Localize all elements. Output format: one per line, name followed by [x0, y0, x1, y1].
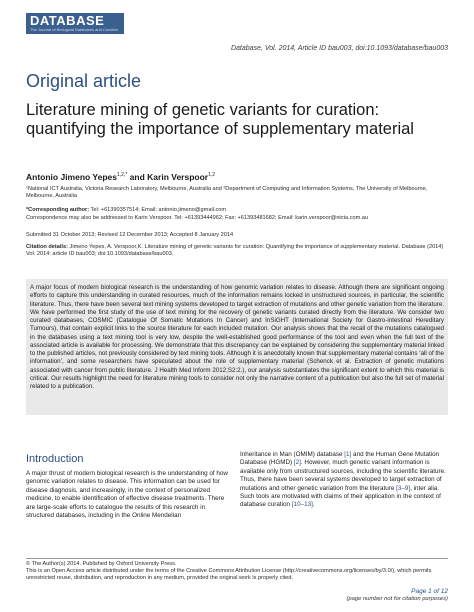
section-heading-introduction: Introduction	[26, 453, 84, 465]
license-text: This is an Open Access article distributed under the terms of the Creative Commons Attribution License (http://creativecommons.org/licenses/by/3.0/), which permits unrestricted reuse, distribution, and reproduction in any medium, provided the original work is properly cited.	[26, 568, 432, 581]
intro-text: . However, much genetic variant information is available only from unstructured sources, including the scientific literature. Thus, there have been several systems developed to target extraction of mutations and other genetic variation from the literature	[240, 459, 446, 492]
corresponding-author	[26, 207, 448, 214]
author-list	[26, 172, 215, 182]
logo-title: DATABASE	[30, 13, 105, 28]
author-affiliation-marker: 1,2	[208, 172, 216, 179]
citation-link[interactable]: [2]	[293, 459, 301, 467]
author-affiliation-marker: 1,2,*	[117, 172, 128, 179]
citation-label: Citation details:	[26, 244, 68, 250]
corresponding-text: Tel: +61390357514; Email: antonio.jimeno@gmail.com	[89, 207, 227, 213]
author-name: Karin Verspoor	[147, 172, 209, 182]
affiliations: ¹National ICT Australia, Victoria Research Laboratory, Melbourne, Australia and ²Department of Computing and Information Systems, The University of Melbourne, Melbourne, Australia	[26, 186, 428, 200]
journal-logo	[26, 13, 124, 34]
footer-divider	[26, 558, 448, 559]
journal-reference: Database, Vol. 2014, Article ID bau003, doi:10.1093/database/bau003	[230, 45, 448, 52]
abstract-box: A major focus of modern biological research is the understanding of how genomic variation relates to disease. Although there are significant ongoing efforts to capture this understanding in curated resources, much of the information remains locked in unstructured sources, in particular, the scientific literature. Thus, there have been several text mining systems developed to target extraction of mutations and other genetic variation from the literature. We have performed the first study of the use of text mining for the recovery of genetic variants curated directly from the literature. We consider two curated databases, COSMIC (Catalogue Of Somatic Mutations In Cancer) and InSiGHT (International Society for Gastro-intestinal Hereditary Tumours), that contain explicit links to the source literature for each included mutation. Our analysis shows that the recall of the mutations catalogued in the databases using a text mining tool is very low, despite the well-established good performance of the tool and even when the full text of the associated article is available for processing. We demonstrate that this discrepancy can be explained by considering the supplementary material linked to the published articles, not previously considered by text mining tools. Although it is anecdotally known that supplementary material contains ‘all of the information’, and some researchers have speculated about the role of supplementary material (Schenck et al. Extraction of genetic mutations associated with cancer from public literature. J Health Med Inform 2012;S2:2.), our analysis substantiates the significant extent to which this material is critical. Our results highlight the need for literature mining tools to consider not only the narrative content of a publication but also the full set of material related to a publication.	[26, 279, 448, 415]
citation-details	[26, 244, 448, 259]
intro-text: Inheritance in Man (OMIM) database	[240, 451, 345, 458]
author-separator: and	[127, 172, 148, 182]
submission-dates: Submitted 31 October 2013; Revised 12 December 2013; Accepted 8 January 2014	[26, 232, 234, 238]
page-number-note: (page number not for citation purposes)	[346, 596, 448, 602]
citation-link[interactable]: [1]	[344, 451, 352, 458]
correspondence-line: Correspondence may also be addressed to Karin Verspoor. Tel: +61393444962; Fax: +61393481682; Email: karin.verspoor@nicta.com.au	[26, 215, 369, 221]
intro-text: and the Human Gene Mutation Database (HGMD)	[240, 451, 440, 467]
citation-text: Jimeno Yepes, A. Verspoor,K. Literature mining of genetic variants for curation: Quantifying the importance of supplementary material. Database (2014) Vol. 2014: article ID bau003; doi:10.1093/database/bau003.	[26, 244, 444, 258]
intro-left-column: A major thrust of modern biological research is the understanding of how genomic variation relates to disease. This information can be used for disease diagnosis, and increasingly, in the context of personalized medicine, to enable identification of effective disease treatments. There are large-scale efforts to catalogue the results of this research in structured databases, including in the Online Mendelian	[26, 470, 228, 520]
copyright-line: © The Author(s) 2014. Published by Oxford University Press.	[26, 561, 177, 567]
page-number: Page 1 of 12	[411, 588, 448, 595]
intro-text: , inter alia. Such tools are motivated with claims of their application in the context of database curation	[240, 484, 441, 509]
intro-right-column	[240, 451, 448, 510]
article-type: Original article	[26, 71, 142, 91]
citation-link[interactable]: [3–9]	[396, 484, 411, 492]
intro-text: .	[312, 501, 315, 509]
article-title: Literature mining of genetic variants for curation: quantifying the importance of supplementary material	[26, 101, 414, 138]
footer-license	[26, 561, 448, 582]
author-name: Antonio Jimeno Yepes	[26, 172, 118, 182]
corresponding-label: *Corresponding author:	[26, 207, 90, 213]
citation-link[interactable]: [10–13]	[291, 501, 313, 509]
logo-tagline: The Journal of Biological Databases and Curation	[30, 27, 119, 32]
